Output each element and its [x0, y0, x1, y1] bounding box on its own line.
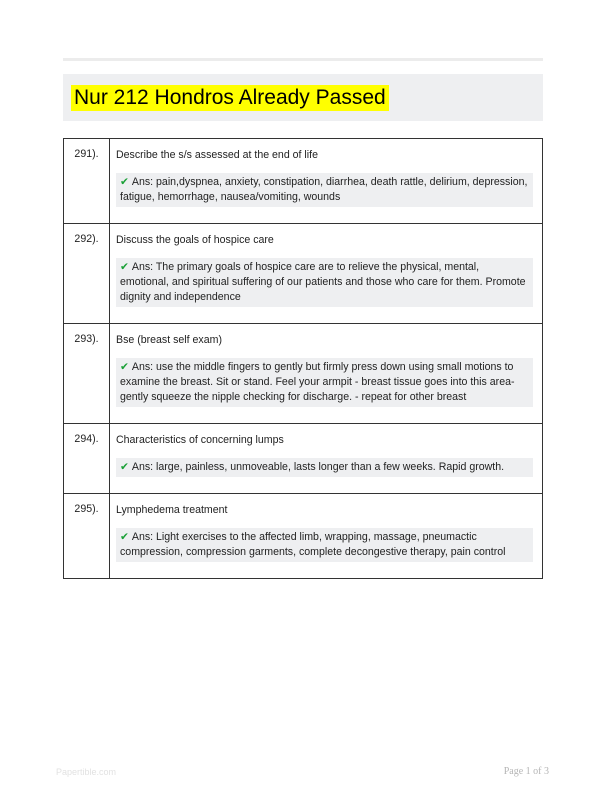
answer-box: [116, 528, 533, 562]
check-icon: ✔: [120, 361, 129, 373]
answer-box: [116, 458, 533, 477]
table-row: [64, 494, 543, 579]
answer-text: Ans: Light exercises to the affected limb, wrapping, massage, pneumactic compression, compression garments, complete decongestive therapy, pain control: [120, 531, 506, 558]
answer-text: Ans: pain,dyspnea, anxiety, constipation, diarrhea, death rattle, delirium, depression, fatigue, hemorrhage, nausea/vomiting, wounds: [120, 176, 528, 203]
qa-cell: [110, 494, 543, 579]
page-number: Page 1 of 3: [503, 766, 549, 777]
top-divider: [63, 58, 543, 61]
question-number: 295).: [64, 494, 110, 579]
check-icon: ✔: [120, 261, 129, 273]
question-number: 293).: [64, 324, 110, 424]
qa-cell: [110, 424, 543, 494]
answer-text: Ans: use the middle fingers to gently but firmly press down using small motions to examine the breast. Sit or stand. Feel your armpit - breast tissue goes into this area- gently squeeze the nipple checking for discharge. - repeat for other breast: [120, 361, 515, 403]
question-text: Describe the s/s assessed at the end of life: [116, 149, 318, 161]
qa-cell: [110, 324, 543, 424]
answer-box: [116, 358, 533, 407]
check-icon: ✔: [120, 176, 129, 188]
question-number: 291).: [64, 139, 110, 224]
answer-box: [116, 173, 533, 207]
qa-table: [63, 138, 543, 579]
footer-watermark: Papertible.com: [56, 767, 117, 777]
check-icon: ✔: [120, 531, 129, 543]
table-row: [64, 324, 543, 424]
question-number: 294).: [64, 424, 110, 494]
question-text: Bse (breast self exam): [116, 334, 222, 346]
table-row: [64, 139, 543, 224]
qa-cell: [110, 224, 543, 324]
question-text: Lymphedema treatment: [116, 504, 228, 516]
document-title: Nur 212 Hondros Already Passed: [71, 85, 389, 111]
title-banner: [63, 74, 543, 121]
question-number: 292).: [64, 224, 110, 324]
question-text: Discuss the goals of hospice care: [116, 234, 274, 246]
question-text: Characteristics of concerning lumps: [116, 434, 284, 446]
answer-box: [116, 258, 533, 307]
qa-cell: [110, 139, 543, 224]
answer-text: Ans: large, painless, unmoveable, lasts longer than a few weeks. Rapid growth.: [131, 461, 505, 473]
check-icon: ✔: [120, 461, 129, 473]
answer-text: Ans: The primary goals of hospice care are to relieve the physical, mental, emotional, and spiritual suffering of our patients and those who care for them. Promote dignity and independence: [120, 261, 526, 303]
table-row: [64, 424, 543, 494]
table-row: [64, 224, 543, 324]
